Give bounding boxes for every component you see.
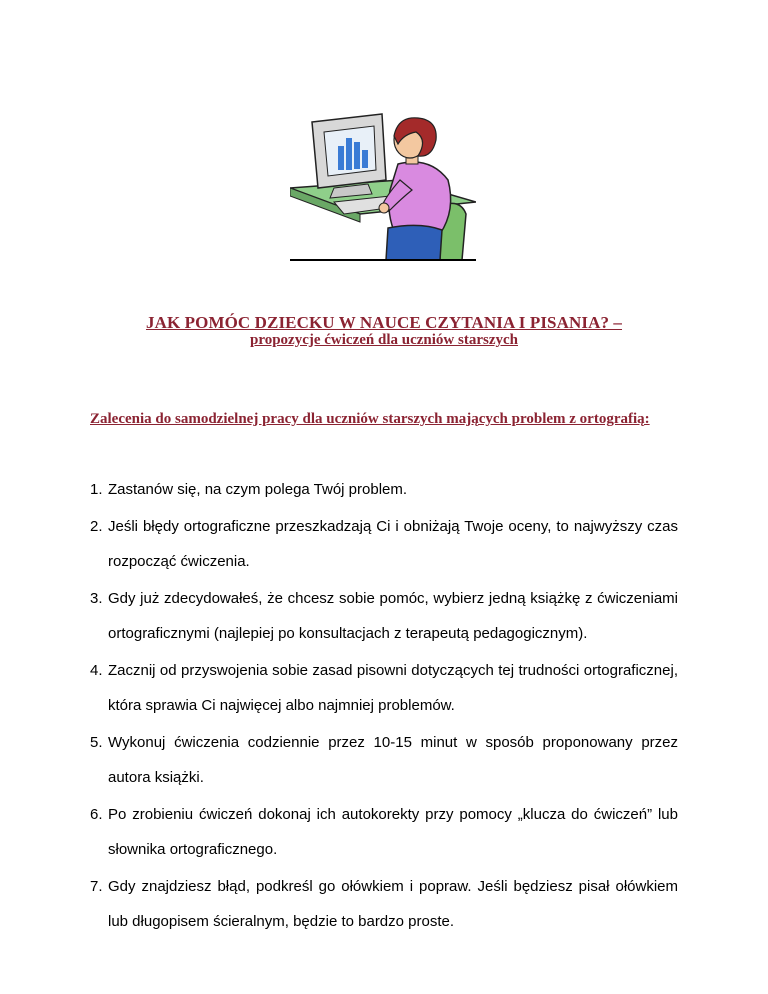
list-item [90, 797, 678, 867]
item-number: 4. [90, 662, 103, 679]
list-item [90, 725, 678, 795]
list-item [90, 509, 678, 579]
item-number: 1. [90, 481, 103, 498]
list-item [90, 653, 678, 723]
list-item [90, 581, 678, 651]
list-item [90, 472, 678, 507]
list-item [90, 869, 678, 939]
recommendations-list [90, 472, 678, 941]
divider [290, 259, 476, 261]
item-text: Gdy już zdecydowałeś, że chcesz sobie pomóc, wybierz jedną książkę z ćwiczeniami ortograficznymi (najlepiej po konsultacjach z terapeutą pedagogicznym). [108, 590, 678, 642]
section-heading: Zalecenia do samodzielnej pracy dla uczniów starszych mających problem z ortografią: [90, 411, 650, 427]
item-text: Zastanów się, na czym polega Twój problem. [108, 481, 408, 498]
item-text: Jeśli błędy ortograficzne przeszkadzają Ci i obniżają Twoje oceny, to najwyższy czas rozpocząć ćwiczenia. [108, 518, 678, 570]
item-text: Gdy znajdziesz błąd, podkreśl go ołówkiem i popraw. Jeśli będziesz pisał ołówkiem lub długopisem ścieralnym, będzie to bardzo proste. [108, 878, 678, 930]
item-text: Wykonuj ćwiczenia codziennie przez 10-15 minut w sposób proponowany przez autora książki. [108, 734, 678, 786]
item-text: Po zrobieniu ćwiczeń dokonaj ich autokorekty przy pomocy „klucza do ćwiczeń” lub słownika ortograficznego. [108, 806, 678, 858]
item-number: 6. [90, 806, 103, 823]
person-at-computer-icon [290, 110, 476, 260]
item-number: 5. [90, 734, 103, 751]
item-text: Zacznij od przyswojenia sobie zasad pisowni dotyczących tej trudności ortograficznej, która sprawia Ci najwięcej albo najmniej problemów. [108, 662, 678, 714]
item-number: 3. [90, 590, 103, 607]
page-subtitle: propozycje ćwiczeń dla uczniów starszych [249, 332, 518, 348]
page-title: JAK POMÓC DZIECKU W NAUCE CZYTANIA I PISANIA? – [145, 313, 623, 332]
item-number: 2. [90, 518, 103, 535]
item-number: 7. [90, 878, 103, 895]
